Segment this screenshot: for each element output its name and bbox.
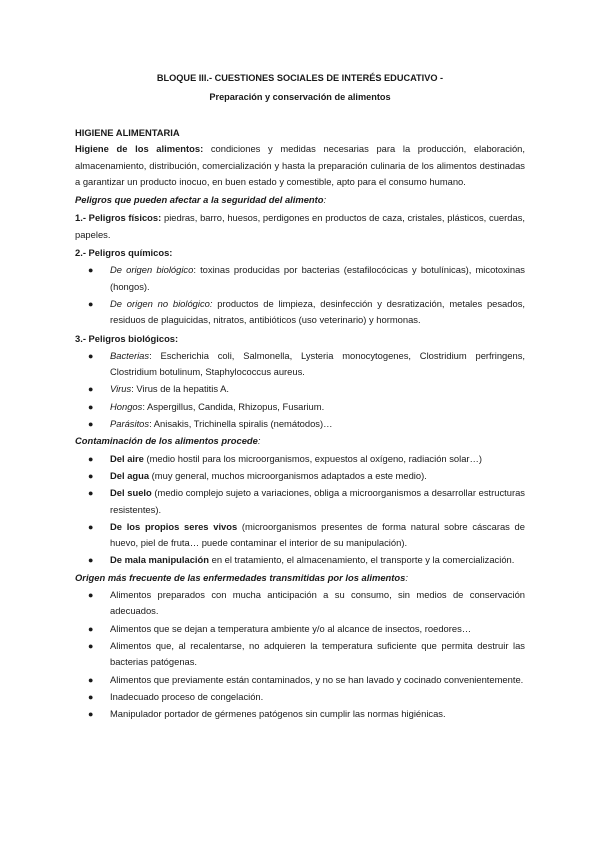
definition-paragraph — [75, 141, 525, 190]
list-item: ● Alimentos preparados con mucha anticipación a su consumo, sin medios de conservación adecuados. — [88, 589, 525, 617]
bullet-icon: ● — [88, 384, 94, 395]
list-item: ● Alimentos que, al recalentarse, no adquieren la temperatura suficiente que permita destruir las bacterias patógenas. — [88, 639, 525, 668]
bullet-icon: ● — [88, 691, 94, 702]
bullet-icon: ● — [88, 555, 94, 566]
origen-list — [75, 587, 525, 722]
bullet-icon: ● — [88, 419, 94, 430]
list-item: ● De los propios seres vivos (microorganismos presentes de forma natural sobre cáscaras de huevo, piel de fruta… puede contaminar el interior de su manipulación). — [88, 520, 525, 549]
peligros-quimicos-label: 2.- Peligros químicos: — [75, 247, 173, 259]
title-line-2: Preparación y conservación de alimentos — [209, 92, 391, 102]
definition-term: Higiene de los alimentos: — [75, 143, 204, 155]
bullet-icon: ● — [88, 623, 94, 634]
list-item: ● De origen no biológico: productos de limpieza, desinfección y desratización, metales pesados, residuos de plaguicidas, nitratos, antibióticos (uso veterinario) y hormonas. — [88, 297, 525, 326]
list-item: ● Hongos: Aspergillus, Candida, Rhizopus, Fusarium. — [75, 399, 525, 415]
title-line-1: BLOQUE III.- CUESTIONES SOCIALES DE INTERÉS EDUCATIVO - — [156, 73, 444, 83]
list-item: ● Alimentos que previamente están contaminados, y no se han lavado y cocinado convenientemente. — [75, 672, 525, 688]
bullet-icon: ● — [88, 265, 94, 276]
list-item: ● Del suelo (medio complejo sujeto a variaciones, obliga a microorganismos a desarrollar estructuras resistentes). — [88, 487, 525, 515]
bullet-icon: ● — [88, 298, 94, 309]
list-item: ● Alimentos que se dejan a temperatura ambiente y/o al alcance de insectos, roedores… — [75, 621, 525, 637]
list-item: ● Inadecuado proceso de congelación. — [75, 689, 525, 705]
bullet-icon: ● — [88, 453, 94, 464]
list-item: ● Del aire (medio hostil para los microorganismos, expuestos al oxígeno, radiación solar…) — [75, 451, 525, 467]
bullet-icon: ● — [88, 640, 94, 651]
definition-text: condiciones y medidas necesarias para la producción, elaboración, almacenamiento, distribución, comercialización y hasta la preparación culinaria de los alimentos destinadas a garantizar un producto inocuo, en buen estado y comestible, apto para el consumo humano. — [75, 143, 526, 187]
bullet-icon: ● — [88, 350, 94, 361]
bullet-icon: ● — [88, 674, 94, 685]
peligros-fisicos — [75, 210, 525, 243]
list-item: ● Parásitos: Anisakis, Trichinella spiralis (nemátodos)… — [75, 416, 525, 432]
bullet-icon: ● — [88, 470, 94, 481]
list-item: ● Bacterias: Escherichia coli, Salmonella, Lysteria monocytogenes, Clostridium perfringens, Clostridium botulinum, Staphylococcus aureus. — [88, 349, 525, 378]
list-item: ● Del agua (muy general, muchos microorganismos adaptados a este medio). — [75, 468, 525, 484]
bullet-icon: ● — [88, 401, 94, 412]
peligros-fisicos-text: piedras, barro, huesos, perdigones en productos de caza, cristales, plásticos, cuerdas, papeles. — [75, 212, 525, 240]
document-title — [75, 70, 525, 106]
contaminacion-heading: Contaminación de los alimentos procede: — [75, 435, 261, 447]
contaminacion-list — [75, 451, 525, 569]
section-heading: HIGIENE ALIMENTARIA — [75, 127, 180, 138]
peligros-fisicos-label: 1.- Peligros físicos: — [75, 212, 162, 224]
list-item: ● De origen biológico: toxinas producidas por bacterias (estafilocócicas y botulínicas), micotoxinas (hongos). — [88, 264, 525, 292]
bullet-icon: ● — [88, 709, 94, 720]
bullet-icon: ● — [88, 488, 94, 499]
bullet-icon: ● — [88, 521, 94, 532]
list-item: ● De mala manipulación en el tratamiento, el almacenamiento, el transporte y la comercialización. — [75, 552, 525, 568]
origen-heading: Origen más frecuente de las enfermedades transmitidas por los alimentos: — [75, 571, 408, 583]
list-item: ● Virus: Virus de la hepatitis A. — [75, 381, 525, 397]
peligros-biologicos-list — [75, 348, 525, 432]
peligros-heading: Peligros que pueden afectar a la seguridad del alimento: — [75, 194, 327, 206]
peligros-biologicos-label: 3.- Peligros biológicos: — [75, 332, 179, 344]
peligros-quimicos-list — [75, 262, 525, 328]
list-item: ● Manipulador portador de gérmenes patógenos sin cumplir las normas higiénicas. — [75, 706, 525, 722]
bullet-icon: ● — [88, 590, 94, 601]
